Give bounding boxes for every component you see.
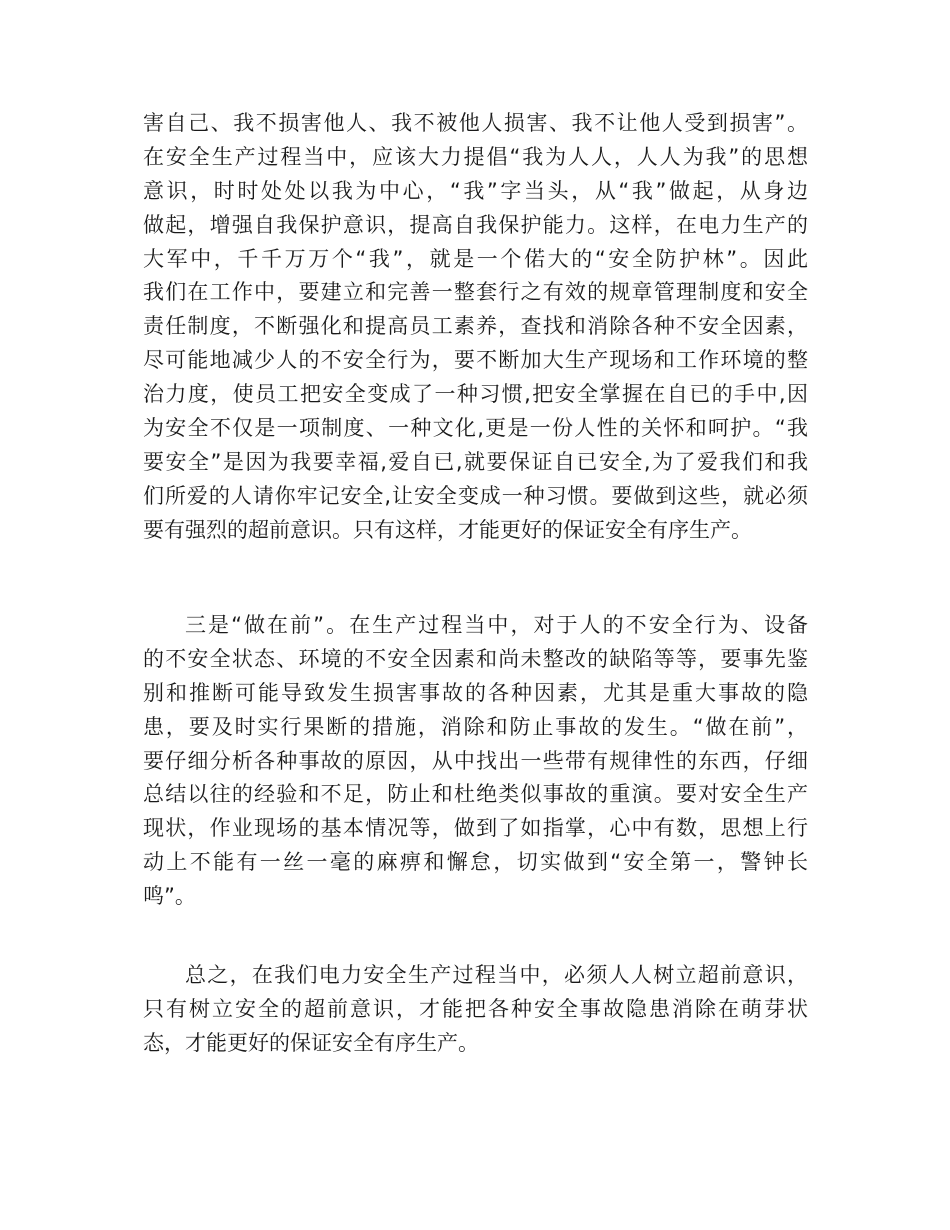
text-line: 在安全生产过程当中，应该大力提倡“我为人人，人人为我”的思想 [143,144,808,169]
text-line: 患，要及时实行果断的措施，消除和防止事故的发生。“做在前”， [143,714,808,739]
text-line: 做起，增强自我保护意识，提高自我保护能力。这样，在电力生产的 [143,212,808,237]
text-line: 鸣”。 [143,884,196,909]
text-line: 动上不能有一丝一毫的麻痹和懈怠，切实做到“安全第一，警钟长 [143,850,808,875]
text-line: 别和推断可能导致发生损害事故的各种因素，尤其是重大事故的隐 [143,680,808,705]
text-line: 现状，作业现场的基本情况等，做到了如指掌，心中有数，思想上行 [143,816,808,841]
text-line: 三是“做在前”。在生产过程当中，对于人的不安全行为、设备 [185,613,808,637]
text-line: 治力度，使员工把安全变成了一种习惯,把安全掌握在自已的手中,因 [143,382,808,407]
text-line: 要仔细分析各种事故的原因，从中找出一些带有规律性的东西，仔细 [143,748,808,773]
text-line: 尽可能地减少人的不安全行为，要不断加大生产现场和工作环境的整 [143,348,808,373]
paragraph-conclusion [143,959,808,1061]
text-line: 责任制度，不断强化和提高员工素养，查找和消除各种不安全因素， [143,314,808,339]
text-line: 为安全不仅是一项制度、一种文化,更是一份人性的关怀和呵护。“我 [143,416,808,441]
text-line: 的不安全状态、环境的不安全因素和尚未整改的缺陷等等，要事先鉴 [143,646,808,671]
text-line: 要安全”是因为我要幸福,爱自已,就要保证自已安全,为了爱我们和我 [143,449,808,474]
text-line: 总之，在我们电力安全生产过程当中，必须人人树立超前意识， [185,963,808,987]
text-line: 只有树立安全的超前意识，才能把各种安全事故隐患消除在萌芽状 [143,996,808,1021]
paragraph-do-it-first [143,609,808,914]
text-line: 们所爱的人请你牢记安全,让安全变成一种习惯。要做到这些，就必须 [143,483,808,508]
paragraph-safety-self-protection [143,107,808,548]
text-line: 我们在工作中，要建立和完善一整套行之有效的规章管理制度和安全 [143,280,808,305]
text-line: 态，才能更好的保证安全有序生产。 [143,1030,479,1055]
text-line: 意识，时时处处以我为中心，“我”字当头，从“我”做起，从身边 [143,178,808,203]
text-line: 总结以往的经验和不足，防止和杜绝类似事故的重演。要对安全生产 [143,782,808,807]
text-line: 害自己、我不损害他人、我不被他人损害、我不让他人受到损害”。 [143,111,808,135]
text-line: 要有强烈的超前意识。只有这样，才能更好的保证安全有序生产。 [143,517,752,542]
text-line: 大军中，千千万万个“我”，就是一个偌大的“安全防护林”。因此 [143,246,808,271]
